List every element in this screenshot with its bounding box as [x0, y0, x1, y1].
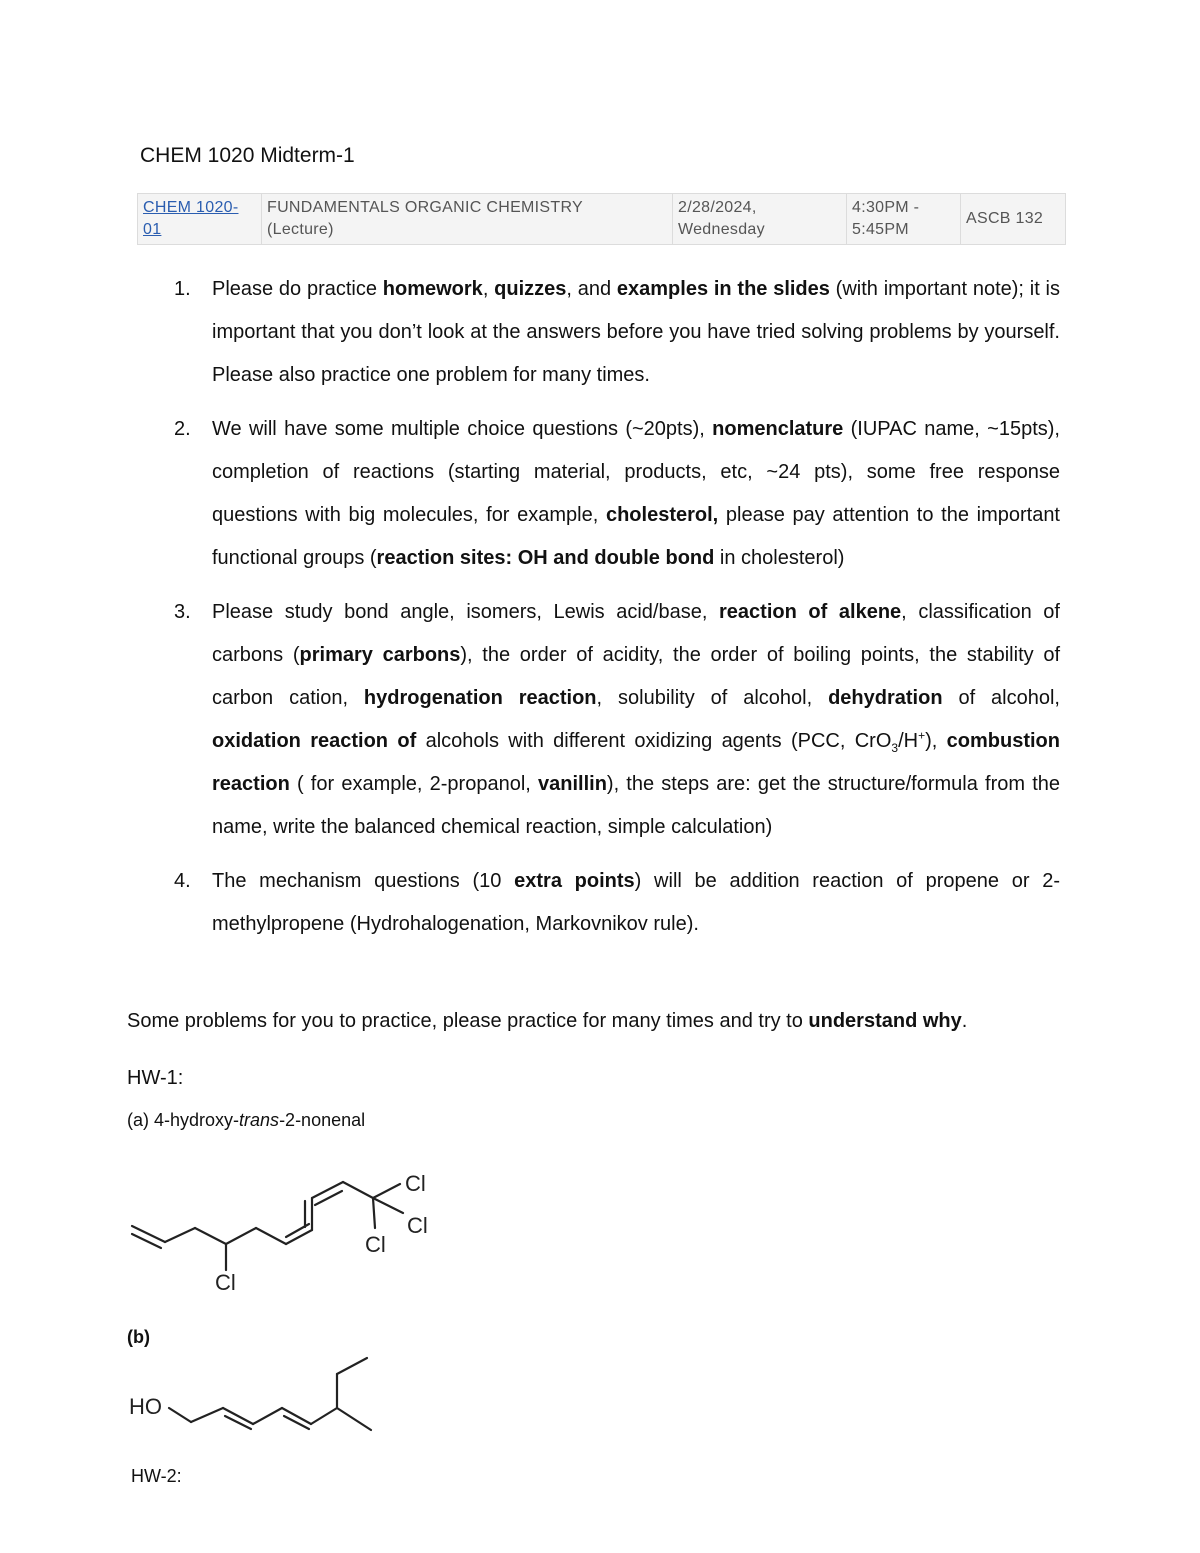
list-item-text: ), the steps are: get the structure/formula from the name, write the balanced chemical reaction, simple calculation) [212, 773, 1060, 838]
chlorine-label: Cl [405, 1171, 426, 1196]
list-item-text: in cholesterol) [714, 547, 845, 569]
list-item-number: 4. [174, 870, 191, 892]
hw1-part-a-label: (a) 4-hydroxy-trans-2-nonenal [127, 1110, 366, 1130]
hw1-heading: HW-1: [127, 1067, 184, 1089]
list-item-text: reaction of alkene [719, 601, 902, 623]
hydroxyl-label: HO [129, 1394, 162, 1419]
course-link-cell [138, 194, 262, 245]
list-item [170, 268, 1060, 397]
list-item-text: , solubility of alcohol, [596, 687, 829, 709]
list-item-text: extra points [514, 870, 635, 892]
list-item-text: hydrogenation reaction [363, 687, 597, 709]
exam-room: ASCB 132 [966, 210, 1044, 227]
list-item-text: ( for example, 2-propanol, [289, 773, 538, 795]
list-item-text: combustion reaction [212, 730, 1060, 795]
exam-time-end: 5:45PM [852, 221, 909, 238]
list-item-text: quizzes [494, 278, 567, 300]
list-item-number: 3. [174, 601, 191, 623]
list-item-text: reaction sites: OH and double bond [376, 547, 715, 569]
exam-time-start: 4:30PM - [852, 199, 920, 216]
list-item-text: primary carbons [299, 644, 461, 666]
list-item-text: ) will be addition reaction of propene or 2-methylpropene (Hydrohalogenation, Markovnikov rule). [212, 870, 1060, 935]
list-item-text: please pay attention to the important functional groups ( [212, 504, 1060, 569]
list-item-text: alcohols with different oxidizing agents (PCC, CrO [416, 730, 892, 752]
list-item-text: We will have some multiple choice questions (~20pts), [212, 418, 713, 440]
chlorine-label: Cl [215, 1270, 236, 1295]
list-item-text: Please do practice [212, 278, 383, 300]
structure-a-skeletal-formula [120, 1160, 450, 1300]
list-item-text: , [482, 278, 495, 300]
exam-date-cell [673, 194, 847, 245]
course-name: FUNDAMENTALS ORGANIC CHEMISTRY [267, 199, 583, 216]
list-item-text: , and [566, 278, 617, 300]
list-item-text: examples in the slides [616, 278, 830, 300]
list-item-text: , classification of carbons ( [212, 601, 1060, 666]
list-item [170, 408, 1060, 580]
list-item-text: oxidation reaction of [212, 730, 417, 752]
list-item [170, 591, 1060, 849]
list-item-number: 1. [174, 278, 191, 300]
list-item-text: (with important note); it is important that you don’t look at the answers before you have tried solving problems by yourself. Please also practice one problem for many times. [212, 278, 1060, 386]
course-type: (Lecture) [267, 221, 334, 238]
list-item-text: nomenclature [712, 418, 844, 440]
list-item-text: 3 [891, 741, 899, 755]
list-item-text: ), the order of acidity, the order of boiling points, the stability of carbon cation, [212, 644, 1060, 709]
exam-room-cell [961, 194, 1066, 245]
list-item-number: 2. [174, 418, 191, 440]
course-link[interactable]: CHEM 1020- 01 [143, 199, 239, 238]
course-row [138, 194, 1066, 245]
course-name-cell [262, 194, 673, 245]
list-item-text: vanillin [538, 773, 607, 795]
exam-time-cell [847, 194, 961, 245]
structure-b-skeletal-formula [125, 1352, 385, 1442]
chlorine-label: Cl [365, 1232, 386, 1257]
page-title: CHEM 1020 Midterm-1 [140, 144, 355, 167]
list-item-text: of alcohol, [942, 687, 1060, 709]
list-item-text: + [918, 728, 926, 743]
exam-weekday: Wednesday [678, 221, 765, 238]
list-item-text: ), [925, 730, 947, 752]
exam-date: 2/28/2024, [678, 199, 757, 216]
course-info-table [137, 193, 1066, 245]
list-item-text: homework [382, 278, 483, 300]
hw1-part-b-label: (b) [127, 1327, 150, 1347]
list-item-text: Please study bond angle, isomers, Lewis acid/base, [212, 601, 720, 623]
list-item-text: (IUPAC name, ~15pts), completion of reactions (starting material, products, etc, ~24 pts), some free response questions with big molecules, for example, [212, 418, 1060, 526]
list-item-text: cholesterol, [605, 504, 719, 526]
chlorine-label: Cl [407, 1213, 428, 1238]
hw2-heading: HW-2: [131, 1466, 182, 1486]
exam-topics-list [170, 268, 1060, 957]
list-item-text: /H [898, 730, 919, 752]
practice-note: Some problems for you to practice, please practice for many times and try to understand why. [127, 1010, 968, 1032]
list-item-text: dehydration [828, 687, 943, 709]
list-item [170, 860, 1060, 946]
list-item-text: The mechanism questions (10 [212, 870, 515, 892]
